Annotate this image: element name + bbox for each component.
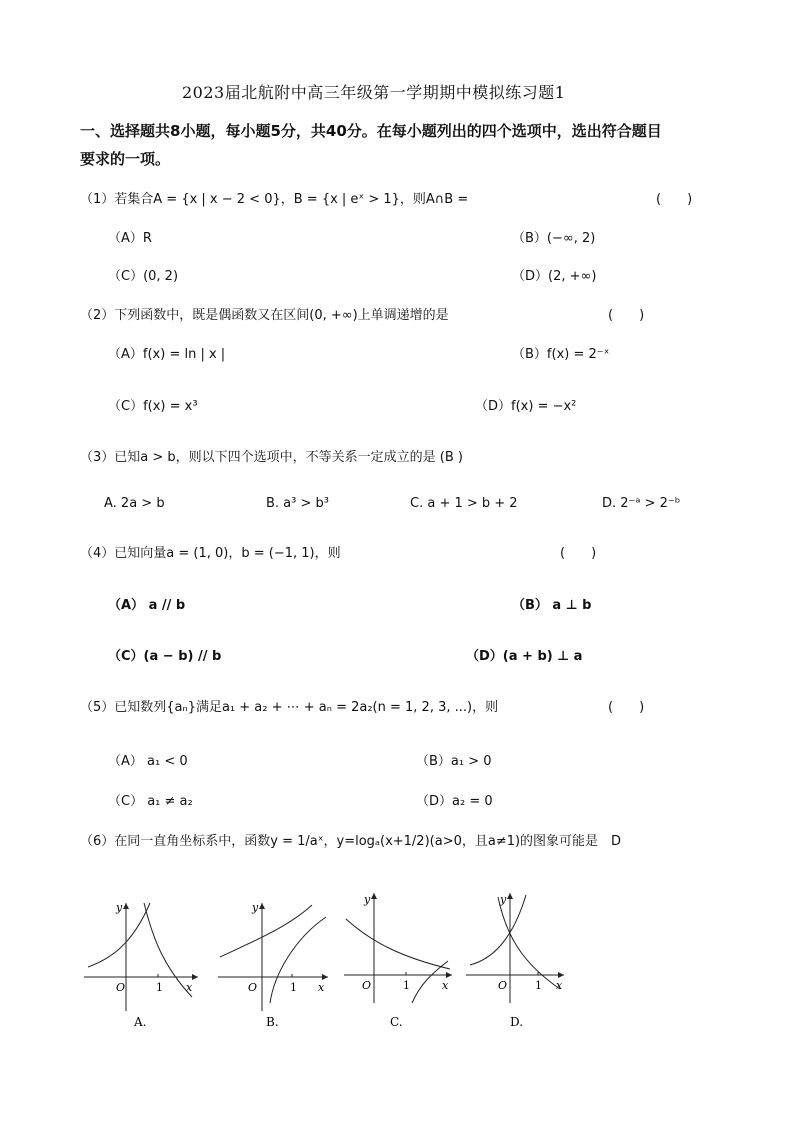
question-5-option-a: （A） a₁ < 0 [108,754,188,769]
graph-d-caption: D. [510,1015,524,1029]
graph-b-caption: B. [266,1015,279,1029]
question-4-option-d: （D）(a + b) ⊥ a [466,649,583,664]
graph-c-caption: C. [390,1015,403,1029]
question-1-stem: （1）若集合A = {x | x − 2 < 0}，B = {x | eˣ > 1}，则A∩B = [80,192,469,207]
question-4-option-b: （B） a ⊥ b [512,598,592,613]
graph-c-x-label: x [442,979,449,992]
graph-c-y-label: y [364,893,371,906]
question-2-option-c: （C）f(x) = x³ [108,399,198,414]
question-1-answer-blank: ( ) [656,192,693,207]
graph-d-one-label: 1 [535,979,542,992]
question-4-answer-blank: ( ) [560,546,597,561]
graph-b-y-label: y [252,901,259,914]
question-3-option-a: A. 2a > b [104,496,165,511]
question-3-option-d: D. 2⁻ᵃ > 2⁻ᵇ [602,496,681,511]
graph-a [80,895,210,1035]
question-4-option-c: （C）(a − b) // b [108,649,222,664]
graph-d [462,885,572,1035]
graph-a-one-label: 1 [156,981,163,994]
question-4-stem: （4）已知向量a = (1, 0)，b = (−1, 1)，则 [80,546,341,561]
question-5-option-d: （D）a₂ = 0 [416,794,493,809]
question-1-option-c: （C）(0, 2) [108,269,179,284]
question-5-stem: （5）已知数列{aₙ}满足a₁ + a₂ + ⋯ + aₙ = 2a₂(n = 1, 2, 3, ...)，则 [80,700,499,715]
question-3-option-b: B. a³ > b³ [266,496,329,511]
graph-d-y-label: y [500,893,507,906]
question-5-option-b: （B）a₁ > 0 [416,754,492,769]
graph-b-x-label: x [318,981,325,994]
question-6-stem: （6）在同一直角坐标系中，函数y = 1/aˣ，y=logₐ(x+1/2)(a>0，且a≠1)的图象可能是 D [80,834,622,849]
graph-b [214,895,338,1035]
question-2-option-d: （D）f(x) = −x² [475,399,577,414]
graph-a-caption: A. [134,1015,147,1029]
question-2-stem: （2）下列函数中，既是偶函数又在区间(0, +∞)上单调递增的是 [80,308,449,323]
question-1-option-d: （D）(2, +∞) [512,269,597,284]
question-3-stem: （3）已知a > b，则以下四个选项中，不等关系一定成立的是 (B ) [80,450,463,465]
graph-a-x-label: x [186,981,193,994]
graph-c-origin-label: O [362,979,372,992]
question-2-answer-blank: ( ) [608,308,645,323]
graph-a-y-label: y [116,901,123,914]
graph-b-one-label: 1 [290,981,297,994]
graph-d-x-label: x [556,979,563,992]
section-header-line1: 一、选择题共8小题，每小题5分，共40分。在每小题列出的四个选项中，选出符合题目 [80,122,662,140]
question-2-option-b: （B）f(x) = 2⁻ˣ [512,347,610,362]
question-1-option-a: （A）R [108,231,152,246]
question-5-answer-blank: ( ) [608,700,645,715]
question-4-option-a: （A） a // b [108,598,186,613]
question-1-option-b: （B）(−∞, 2) [512,231,596,246]
section-header-line2: 要求的一项。 [80,150,171,168]
page-title: 2023届北航附中高三年级第一学期期中模拟练习题1 [182,83,566,102]
question-2-option-a: （A）f(x) = ln | x | [108,347,226,362]
graph-b-origin-label: O [248,981,258,994]
graph-a-origin-label: O [116,981,126,994]
question-5-option-c: （C） a₁ ≠ a₂ [108,794,193,809]
graph-d-origin-label: O [498,979,508,992]
graph-c-one-label: 1 [403,979,410,992]
graph-c [340,885,460,1035]
question-3-option-c: C. a + 1 > b + 2 [410,496,518,511]
